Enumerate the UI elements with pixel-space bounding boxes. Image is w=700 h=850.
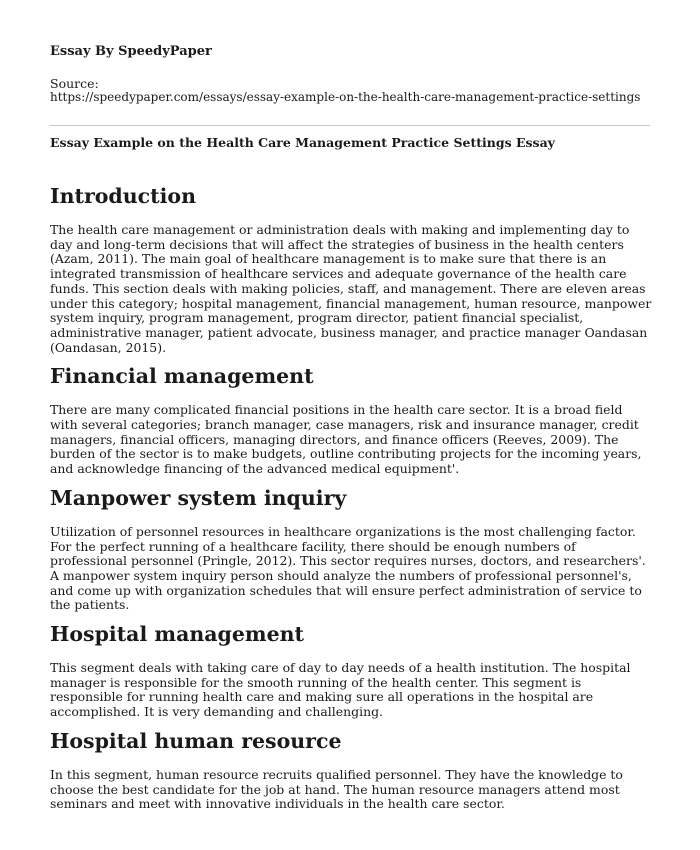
brand-title: Essay By SpeedyPaper <box>50 44 212 59</box>
source-url[interactable]: https://speedypaper.com/essays/essay-example-on-the-health-care-management-practice-settings <box>50 90 641 104</box>
section-financial-management <box>50 362 654 477</box>
section-heading: Hospital management <box>50 622 305 647</box>
essay-content <box>50 182 654 819</box>
section-heading: Financial management <box>50 364 314 389</box>
section-paragraph: The health care management or administration deals with making and implementing day to day and long-term decisions that will affect the strategies of business in the health centers (Azam, 2011). The main goal of healthcare management is to make sure that there is an integrated transmission of healthcare services and adequate governance of the health care funds. This section deals with making policies, staff, and management. There are eleven areas under this category; hospital management, financial management, human resource, manpower system inquiry, program management, program director, patient financial specialist, administrative manager, patient advocate, business manager, and practice manager Oandasan (Oandasan, 2015). <box>50 222 652 355</box>
section-paragraph: There are many complicated financial positions in the health care sector. It is a broad field with several categories; branch manager, case managers, risk and insurance manager, credit managers, financial officers, managing directors, and finance officers (Reeves, 2009). The burden of the sector is to make budgets, outline contributing projects for the incoming years, and acknowledge financing of the advanced medical equipment'. <box>50 402 642 477</box>
section-heading: Manpower system inquiry <box>50 485 347 510</box>
header-divider <box>50 125 650 126</box>
section-heading: Introduction <box>50 184 196 208</box>
essay-title: Essay Example on the Health Care Management Practice Settings Essay <box>50 135 555 150</box>
source-label: Source: <box>50 76 99 91</box>
section-paragraph: Utilization of personnel resources in healthcare organizations is the most challenging factor. For the perfect running of a healthcare facility, there should be enough numbers of professional personnel (Pringle, 2012). This sector requires nurses, doctors, and researchers'. A manpower system inquiry person should analyze the numbers of professional personnel's, and come up with organization schedules that will ensure perfect administration of service to the patients. <box>50 523 646 613</box>
section-hospital-management <box>50 620 654 720</box>
section-paragraph: In this segment, human resource recruits qualified personnel. They have the knowledge to choose the best candidate for the job at hand. The human resource managers attend most seminars and meet with innovative individuals in the health care sector. <box>50 766 623 812</box>
section-hospital-human-resource <box>50 727 654 812</box>
section-paragraph: This segment deals with taking care of day to day needs of a health institution. The hospital manager is responsible for the smooth running of the health center. This segment is responsible for running health care and making sure all operations in the hospital are accomplished. It is very demanding and challenging. <box>50 660 631 720</box>
section-introduction <box>50 182 654 355</box>
section-manpower-system-inquiry <box>50 484 654 613</box>
section-heading: Hospital human resource <box>50 728 342 753</box>
